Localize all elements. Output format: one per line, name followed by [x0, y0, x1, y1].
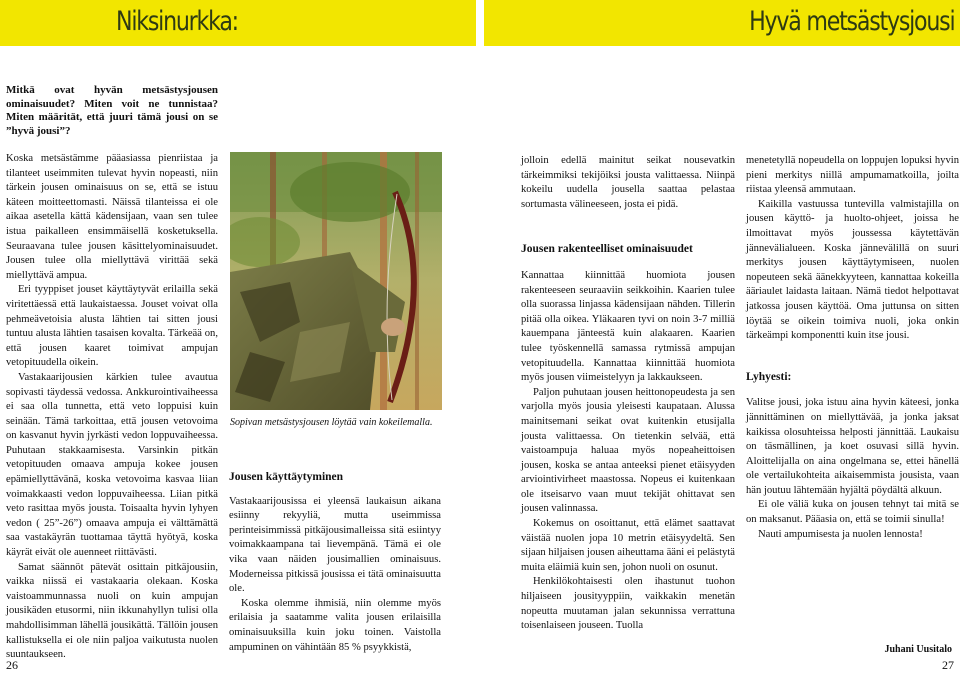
- column-4: [746, 154, 959, 542]
- paragraph: Koska olemme ihmisiä, niin olemme myös erilaisia ja saatamme valita jousen erilaisilla ominaisuuksilla kuin joku toinen. Vaistolla ampuminen on vähintään 85 % psyykkistä,: [229, 597, 441, 653]
- paragraph: Kokemus on osoittanut, että elämet saattavat väistää nuolen jopa 10 metrin etäisyydeltä. Sen sijaan hiljaisen jousen aiheuttama ääni ei pelästytä muita eläimiä kuin sen, johon nuoli on osunut.: [521, 518, 735, 573]
- column-2: [229, 470, 441, 655]
- header-banner-left: [0, 0, 476, 46]
- column-3: [521, 154, 735, 634]
- paragraph: Nauti ampumisesta ja nuolen lennosta!: [758, 528, 923, 540]
- paragraph: Koska metsästämme pääasiassa pienriistaa ja tilanteet useimmiten tulevat hyvin nopeasti, niin tärkein jousen ominaisuus on se, että se istuu käteen moitteettomasti. Näissä tilanteissa ei ole aikaa asetella kättä kädensijaan, vaan sen tulee istua paikalleen ensimmäisellä kosketuksella. Seuraavana tulee jousen käsittelyominaisuudet. Jousen tulee olla miellyttävä virittää sekä miellyttävä ampua.: [6, 153, 218, 281]
- archer-photo: [230, 152, 442, 410]
- article-title: Hyvä metsästysjousi: [748, 6, 954, 37]
- paragraph: Vastakaarijousien kärkien tulee avautua sopivasti täydessä vedossa. Ankkurointivaiheessa ei saa olla tunnetta, että veto loppuisi kuin seinään. Tämä tarkoittaa, että jousen vetovoima on kasvanut hyvin jyrkästi vedon loppuvaiheessa. Puhutaan stakkaamisesta. Varsinkin pitkän vetopituuden omaava ampuja kokee jousen epämiellyttävänä, koska vetovoima kasvaa liian voimakkaasti vedon loppuvaiheessa. Liian pitkä veto rasittaa myös jousta. Toisaalta hyvin lyhyen vedon ( 25”-26”) omaava ampuja ei välttämättä saa vastakäyrän tuottamaa täyttä hyötyä, koska käyrät eivät ole auenneet riittävästi.: [6, 371, 218, 559]
- paragraph: Kannattaa kiinnittää huomiota jousen rakenteeseen seuraaviin seikkoihin. Kaarien tulee olla suorassa linjassa kädensijaan nähden. Tillerin pitää olla oikea. Yläkaaren tyvi on noin 3-7 milliä kauempana jänteestä kuin alakaaren. Kaarien tulee työskennellä samassa rytmissä ampujan vetopituudella. Kannattaa kiinnittää huomiota myös jousen viimeistelyyn ja lakkaukseen.: [521, 269, 735, 384]
- paragraph: menetetyllä nopeudella on loppujen lopuksi hyvin pieni merkitys niillä ampumamatkoilla, joilta riistaa yleensä ammutaan.: [746, 155, 959, 196]
- header-banner-right: [484, 0, 960, 46]
- paragraph: Valitse jousi, joka istuu aina hyvin käteesi, jonka jännittäminen on miellyttävää, ja jonka jaksat kaikissa olosuhteissa helposti jännittää. Laukaisu on täsmällinen, ja koet osuvasi sillä hyvin. Aloittelijalla on aina ongelmana se, ettei hänellä ole vertailukohteita aikaisemmista jousista, vaan hän joutuu lähtemään hyjältä pöydältä alkuun.: [746, 397, 959, 496]
- page-number-left: 26: [6, 658, 18, 672]
- paragraph: Vastakaarijousissa ei yleensä laukaisun aikana esiinny rekyyliä, mutta useimmissa perinteisimmissä pitkäjousimalleissa sitä esiintyy voimakkaampana tai lievempänä. Tämä ei ole vika vaan näiden jousimallien ominaisuus. Moderneissa pitkissä jousissa ei tätä ominaisuutta ole.: [229, 495, 441, 595]
- page-number-right: 27: [942, 658, 954, 672]
- paragraph: Henkilökohtaisesti olen ihastunut tuohon hiljaiseen jousityyppiin, vaikkakin menetän nopeutta muutaman jalan sekunnissa verrattuna toisenlaiseen jouseen. Tuolla: [521, 576, 735, 632]
- section-heading: Lyhyesti:: [746, 370, 792, 383]
- paragraph: Ei ole väliä kuka on jousen tehnyt tai mitä se on maksanut. Pääasia on, että se toimii sinulla!: [746, 499, 959, 526]
- lead-paragraph: Mitkä ovat hyvän metsästysjousen ominaisuudet? Miten voit ne tunnistaa? Miten määrität, että juuri tämä jousi on se ”hyvä jousi”?: [6, 84, 218, 137]
- paragraph: Paljon puhutaan jousen heittonopeudesta ja sen varjolla myös jousia yleisesti kaupataan. Alussa mainitsemani seikat ovat kuitenkin etusijalla jousta valittaessa. On tietenkin selvää, että vaistoampuja haluaa myös nopeaheittoisen jousen, koska se antaa anteeksi pienet etäisyyden arviointivirheet maastossa. Nopeus ei kuitenkaan ole itseisarvo vaan muut tekijät ohittavat sen jousen valinnassa.: [521, 386, 735, 515]
- section-title: Niksinurkka:: [116, 6, 238, 37]
- paragraph: Kaikilla vastuussa tuntevilla valmistajilla on jousen käyttö- ja huolto-ohjeet, joissa he ilmoittavat myös joussessa käytettävän jännevälialueen. Koska jännevälillä on suuri merkitys jousen käyttäytymiseen, nuolen nopeuteen sekä äänekkyyteen, kannattaa kokeilla ääriaulet laidasta laitaan. Nämä tiedot helpottavat jatkossa jousen käyttöä. Oma juttunsa on sitten löytää se oikein toimiva nuoli, joka onkin tärkeämpi komponentti kuin itse jousi.: [746, 198, 959, 342]
- paragraph: Samat säännöt pätevät osittain pitkäjousiin, vaikka niissä ei vastakaaria olekaan. Koska vaistoammunnassa nuoli on kuin ampujan jousikäden etusormi, niin ikkunahyllyn tulisi olla mahdollisimman lähellä jousikättä. Tällöin jousen kallistuksella ei ole niin paljoa vaikutusta nuolen suuntaukseen.: [6, 561, 218, 661]
- author-name: Juhani Uusitalo: [884, 644, 952, 655]
- photo-caption: Sopivan metsästysjousen löytää vain kokeilemalla.: [230, 417, 433, 428]
- section-heading: Jousen rakenteelliset ominaisuudet: [521, 243, 693, 256]
- paragraph: jolloin edellä mainitut seikat nousevatkin tärkeimmiksi tekijöiksi jousta valittaessa. Niinpä kokeilu uudella jousella saattaa pelastaa sortumasta välineeseen, josta ei pidä.: [521, 155, 735, 210]
- paragraph: Eri tyyppiset jouset käyttäytyvät erilailla sekä viritettäessä että laukaistaessa. Jouset voivat olla pehmeävetoisia alusta lähtien tai sitten jousi tuntuu alusta lähtien tasaisen kovalta. Tärkeää on, että jousen kaaret toimivat ampujan vetopituudella oikein.: [6, 284, 218, 369]
- section-heading: Jousen käyttäytyminen: [229, 471, 344, 483]
- column-1: [6, 152, 218, 663]
